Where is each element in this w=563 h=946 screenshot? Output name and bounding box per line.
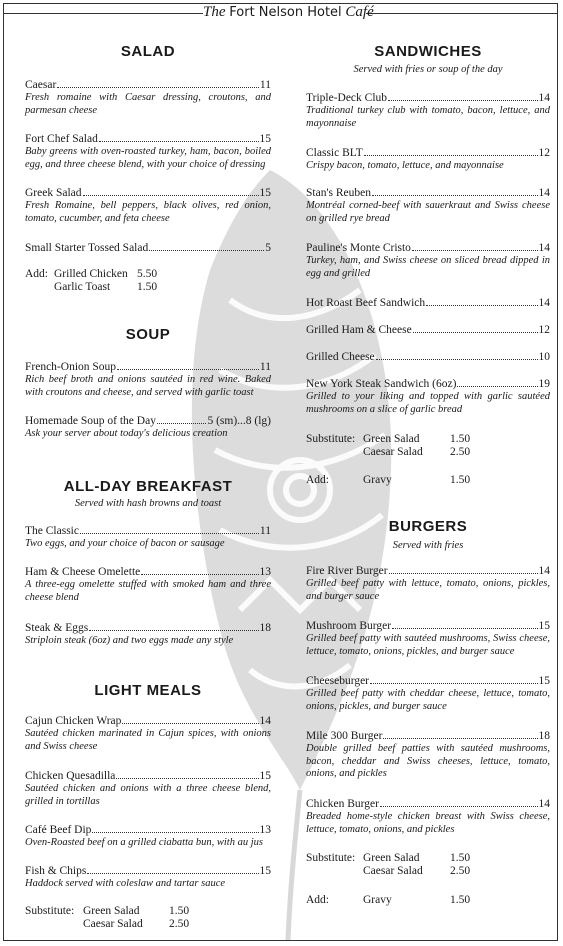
substitute-price: 2.50 — [450, 446, 471, 458]
item-price: 11 — [259, 79, 271, 91]
section-subtitle-breakfast: Served with hash browns and toast — [74, 498, 222, 509]
menu-item-ham-cheese-omelette — [25, 565, 271, 604]
addon-name: Gravy — [363, 474, 392, 486]
title-script-cafe: Café — [345, 4, 374, 20]
item-name: Fort Chef Salad — [25, 133, 98, 145]
section-title-light-meals: LIGHT MEALS — [94, 682, 202, 699]
light-meals-substitutes — [25, 905, 271, 931]
item-price: 5 (sm)...8 (lg) — [207, 415, 271, 427]
item-price: 19 — [538, 378, 550, 390]
menu-item-cafe-beef-dip — [25, 823, 271, 850]
item-description: A three-egg omelette stuffed with smoked ham and three cheese blend — [25, 579, 271, 603]
item-price: 15 — [259, 770, 271, 782]
item-description: Crispy bacon, tomato, lettuce, and mayonnaise — [306, 160, 504, 171]
item-description: Striploin steak (6oz) and two eggs made any style — [25, 635, 234, 646]
item-description: Grilled beef patty with cheddar cheese, lettuce, tomato, onions, pickles, and burger sauce — [306, 688, 550, 712]
item-description: Breaded home-style chicken breast with Swiss cheese, lettuce, tomato, onions, and pickles — [306, 811, 550, 835]
item-description: Fresh Romaine, bell peppers, black olives, red onion, tomato, cucumber, and feta cheese — [25, 200, 271, 224]
addon-name: Gravy — [363, 894, 392, 906]
item-description: Grilled beef patty with lettuce, tomato, onions, pickles, and burger sauce — [306, 578, 550, 602]
item-description: Ask your server about today's delicious creation — [25, 428, 228, 439]
substitute-price: 2.50 — [450, 865, 471, 877]
substitute-price: 2.50 — [169, 918, 190, 930]
item-price: 5 — [265, 242, 271, 254]
substitute-name: Green Salad — [83, 905, 140, 917]
substitute-label: Substitute: — [306, 852, 356, 864]
substitute-name: Green Salad — [363, 852, 420, 864]
menu-item-hot-roast-beef — [306, 296, 550, 310]
item-description: Fresh romaine with Caesar dressing, croutons, and parmesan cheese — [25, 92, 271, 116]
substitute-name: Green Salad — [363, 433, 420, 445]
section-title-salad: SALAD — [120, 43, 176, 60]
section-subtitle-burgers: Served with fries — [392, 540, 464, 551]
item-price: 11 — [259, 361, 271, 373]
item-price: 14 — [538, 297, 550, 309]
right-column — [306, 0, 550, 946]
item-description: Montréal corned-beef with sauerkraut and Swiss cheese on grilled rye bread — [306, 200, 550, 224]
item-description: Haddock served with coleslaw and tartar sauce — [25, 878, 226, 889]
menu-item-chicken-quesadilla — [25, 769, 271, 808]
item-price: 15 — [259, 187, 271, 199]
section-title-burgers: BURGERS — [388, 518, 468, 535]
item-description: Double grilled beef patties with sautéed mushrooms, bacon, cheddar and Swiss cheeses, lettuce, tomato, onions, and pickles — [306, 743, 550, 779]
addon-name: Grilled Chicken — [54, 268, 128, 280]
menu-item-grilled-cheese — [306, 350, 550, 364]
item-price: 15 — [259, 865, 271, 877]
item-name: Steak & Eggs — [25, 622, 89, 634]
item-price: 11 — [259, 525, 271, 537]
item-name: Cajun Chicken Wrap — [25, 715, 122, 727]
section-title-sandwiches: SANDWICHES — [374, 43, 482, 60]
item-name: Hot Roast Beef Sandwich — [306, 297, 426, 309]
menu-item-steak-eggs — [25, 621, 271, 648]
item-name: Small Starter Tossed Salad — [25, 242, 149, 254]
addon-price: 1.50 — [450, 474, 471, 486]
item-description: Grilled to your liking and topped with garlic sautéed mushrooms on a slice of garlic bread — [306, 391, 550, 415]
item-price: 14 — [538, 187, 550, 199]
burger-substitutes — [306, 852, 550, 878]
item-price: 14 — [538, 798, 550, 810]
substitute-label: Substitute: — [306, 433, 356, 445]
item-price: 14 — [538, 565, 550, 577]
item-description: Rich beef broth and onions sautéed in red wine. Baked with croutons and cheese, and served with garlic toast — [25, 374, 271, 398]
item-price: 12 — [538, 147, 550, 159]
salad-add-ons — [25, 268, 271, 294]
item-name: Classic BLT — [306, 147, 363, 159]
item-name: Grilled Ham & Cheese — [306, 324, 412, 336]
item-description: Turkey, ham, and Swiss cheese on sliced bread dipped in egg and grilled — [306, 255, 550, 279]
substitute-price: 1.50 — [169, 905, 190, 917]
item-name: French-Onion Soup — [25, 361, 117, 373]
item-price: 14 — [259, 715, 271, 727]
item-description: Grilled beef patty with sautéed mushrooms, Swiss cheese, lettuce, tomato, onions, pickles, and burger sauce — [306, 633, 550, 657]
menu-item-monte-cristo — [306, 241, 550, 280]
menu-item-stans-reuben — [306, 186, 550, 225]
item-price: 15 — [538, 620, 550, 632]
item-price: 12 — [538, 324, 550, 336]
sandwich-add-ons — [306, 474, 550, 487]
title-hotel-name: Fort Nelson Hotel — [229, 5, 342, 20]
substitute-name: Caesar Salad — [363, 865, 423, 877]
menu-item-grilled-ham-cheese — [306, 323, 550, 337]
menu-item-greek-salad — [25, 186, 271, 225]
sandwich-substitutes — [306, 433, 550, 459]
item-name: Chicken Burger — [306, 798, 379, 810]
section-subtitle-sandwiches: Served with fries or soup of the day — [353, 64, 503, 75]
title-script-the: The — [203, 4, 226, 20]
item-price: 13 — [259, 566, 271, 578]
item-description: Oven-Roasted beef on a grilled ciabatta bun, with au jus — [25, 837, 263, 848]
menu-item-fire-river-burger — [306, 564, 550, 603]
section-title-breakfast: ALL-DAY BREAKFAST — [63, 478, 233, 495]
item-price: 10 — [538, 351, 550, 363]
item-name: Homemade Soup of the Day — [25, 415, 156, 427]
menu-item-fort-chef-salad — [25, 132, 271, 171]
add-label: Add: — [306, 894, 329, 906]
item-name: Pauline's Monte Cristo — [306, 242, 411, 254]
substitute-price: 1.50 — [450, 433, 471, 445]
item-price: 18 — [259, 622, 271, 634]
item-name: Caesar — [25, 79, 57, 91]
addon-price: 1.50 — [450, 894, 471, 906]
item-name: The Classic — [25, 525, 79, 537]
item-name: Café Beef Dip — [25, 824, 92, 836]
menu-item-fish-chips — [25, 864, 271, 891]
substitute-name: Caesar Salad — [83, 918, 143, 930]
item-name: Cheeseburger — [306, 675, 370, 687]
item-name: Fire River Burger — [306, 565, 388, 577]
substitute-name: Caesar Salad — [363, 446, 423, 458]
item-name: Triple-Deck Club — [306, 92, 388, 104]
menu-item-cheeseburger — [306, 674, 550, 713]
menu-item-french-onion-soup — [25, 360, 271, 399]
item-price: 15 — [259, 133, 271, 145]
item-name: Stan's Reuben — [306, 187, 371, 199]
menu-item-classic-blt — [306, 146, 550, 173]
menu-item-caesar — [25, 78, 271, 117]
menu-item-ny-steak-sandwich — [306, 377, 550, 416]
menu-item-mushroom-burger — [306, 619, 550, 658]
addon-name: Garlic Toast — [54, 281, 111, 293]
item-description: Two eggs, and your choice of bacon or sausage — [25, 538, 225, 549]
menu-item-mile-300-burger — [306, 729, 550, 781]
left-column — [25, 0, 271, 946]
item-name: Greek Salad — [25, 187, 82, 199]
item-name: Chicken Quesadilla — [25, 770, 116, 782]
item-description: Sautéed chicken and onions with a three cheese blend, grilled in tortillas — [25, 783, 271, 807]
item-description: Traditional turkey club with tomato, bacon, lettuce, and mayonnaise — [306, 105, 550, 129]
item-price: 13 — [259, 824, 271, 836]
item-name: Ham & Cheese Omelette — [25, 566, 141, 578]
item-name: Mushroom Burger — [306, 620, 392, 632]
item-price: 18 — [538, 730, 550, 742]
item-price: 15 — [538, 675, 550, 687]
addon-price: 5.50 — [137, 268, 158, 280]
menu-item-cajun-chicken-wrap — [25, 714, 271, 753]
item-price: 14 — [538, 242, 550, 254]
item-description: Sautéed chicken marinated in Cajun spices, with onions and Swiss cheese — [25, 728, 271, 752]
menu-item-the-classic — [25, 524, 271, 551]
item-name: New York Steak Sandwich (6oz) — [306, 378, 457, 390]
menu-item-triple-deck-club — [306, 91, 550, 130]
item-price: 14 — [538, 92, 550, 104]
substitute-label: Substitute: — [25, 905, 75, 917]
item-description: Baby greens with oven-roasted turkey, ham, bacon, boiled egg, and three cheese blend, with your choice of dressing — [25, 146, 271, 170]
item-name: Fish & Chips — [25, 865, 87, 877]
menu-item-chicken-burger — [306, 797, 550, 836]
item-name: Grilled Cheese — [306, 351, 375, 363]
substitute-price: 1.50 — [450, 852, 471, 864]
menu-item-small-starter-salad — [25, 241, 271, 255]
addon-price: 1.50 — [137, 281, 158, 293]
menu-item-soup-of-the-day — [25, 414, 271, 441]
add-label: Add: — [25, 268, 48, 280]
burger-add-ons — [306, 894, 550, 907]
add-label: Add: — [306, 474, 329, 486]
section-title-soup: SOUP — [125, 326, 171, 343]
item-name: Mile 300 Burger — [306, 730, 383, 742]
